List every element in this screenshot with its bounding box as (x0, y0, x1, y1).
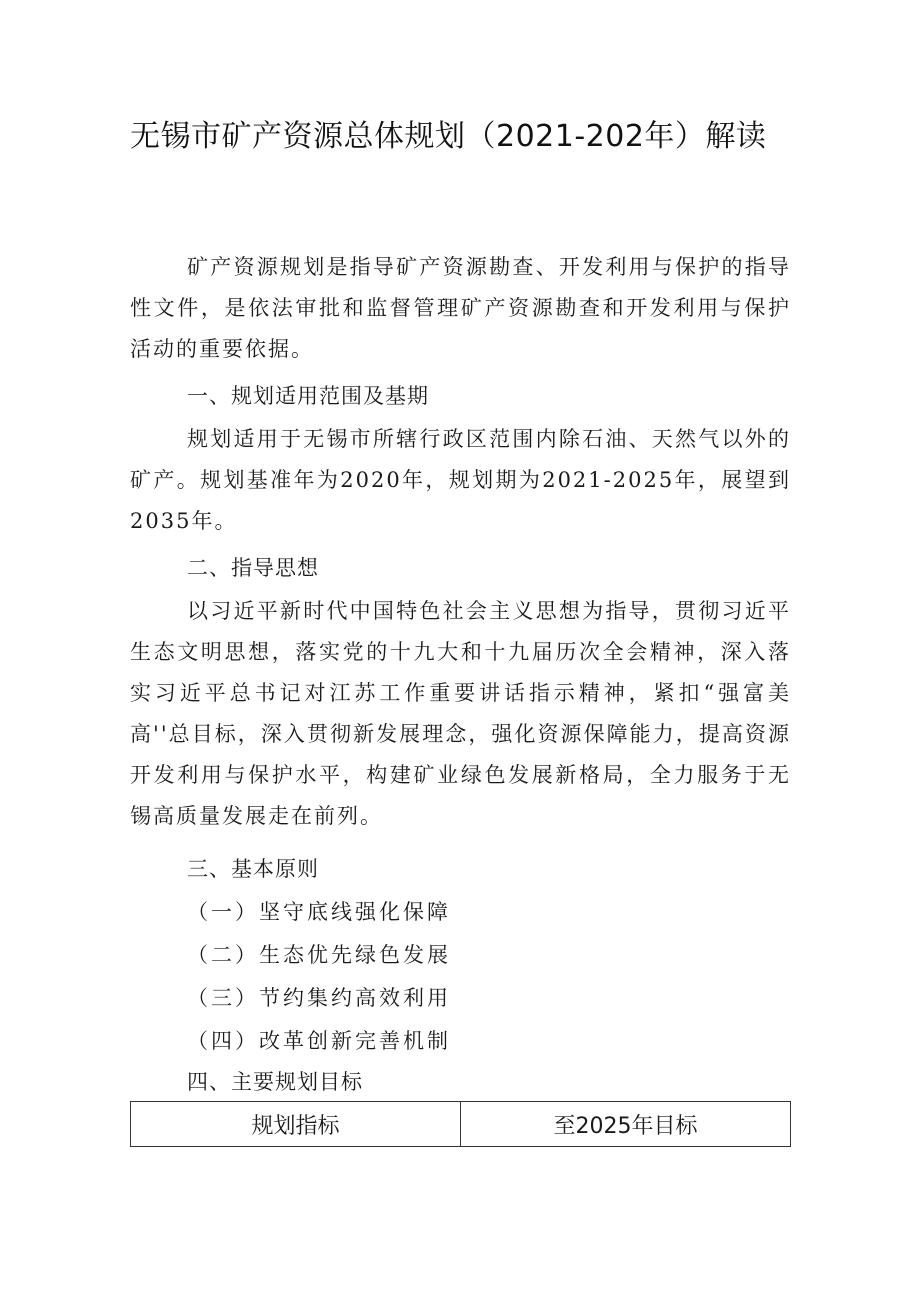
section-3-heading: 三、基本原则 (187, 857, 319, 881)
document-title: 无锡市矿产资源总体规划（2021-202年）解读 (130, 119, 767, 154)
section-1-paragraph: 规划适用于无锡市所辖行政区范围内除石油、天然气以外的矿产。规划基准年为2020年，规划期为2021-2025年，展望到2035年。 (130, 427, 791, 533)
section-4-heading: 四、主要规划目标 (187, 1070, 363, 1094)
section-2-paragraph: 以习近平新时代中国特色社会主义思想为指导，贯彻习近平生态文明思想，落实党的十九大和十九届历次全会精神，深入落实习近平总书记对江苏工作重要讲话指示精神，紧扣“强富美高''总目标，深入贯彻新发展理念，强化资源保障能力，提高资源开发利用与保护水平，构建矿业绿色发展新格局，全力服务于无锡高质量发展走在前列。 (130, 599, 791, 828)
goals-table (130, 1101, 791, 1147)
principle-item-4: （四）改革创新完善机制 (187, 1029, 451, 1053)
principle-item-2: （二）生态优先绿色发展 (187, 943, 451, 967)
table-header-row (131, 1102, 791, 1147)
principle-item-1: （一）坚守底线强化保障 (187, 900, 451, 924)
intro-paragraph: 矿产资源规划是指导矿产资源勘查、开发利用与保护的指导性文件，是依法审批和监督管理矿产资源勘查和开发利用与保护活动的重要依据。 (130, 255, 791, 361)
section-1-heading: 一、规划适用范围及基期 (187, 384, 429, 408)
section-2-heading: 二、指导思想 (187, 556, 319, 580)
principle-item-3: （三）节约集约高效利用 (187, 986, 451, 1010)
table-header-target-2025: 至2025年目标 (461, 1102, 791, 1147)
table-header-indicator: 规划指标 (131, 1102, 461, 1147)
